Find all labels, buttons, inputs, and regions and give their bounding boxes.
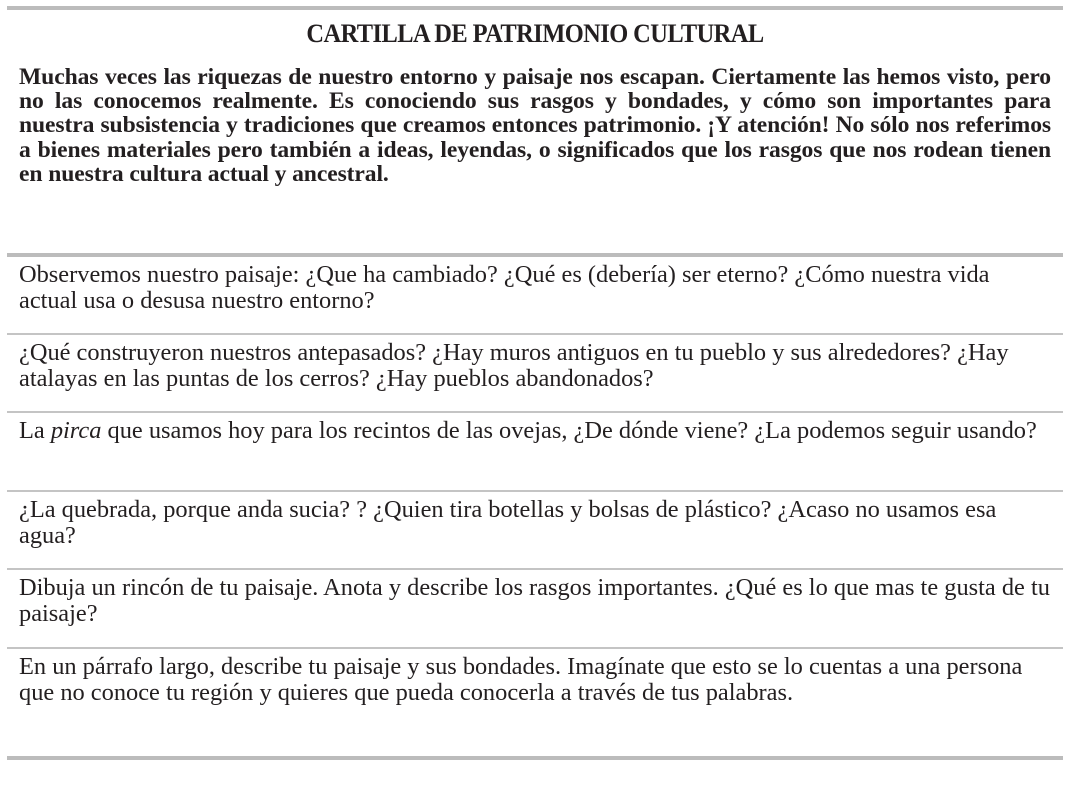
top-rule [7,6,1063,10]
question-row-4: ¿La quebrada, porque anda sucia? ? ¿Quien tira botellas y bolsas de plástico? ¿Acaso no usamos esa agua? [19,496,997,549]
row-3-suffix: que usamos hoy para los recintos de las ovejas, ¿De dónde viene? ¿La podemos seguir usando? [101,417,1037,444]
document-title: CARTILLA DE PATRIMONIO CULTURAL [306,19,764,48]
heritage-worksheet-table [7,6,1063,760]
question-row-2: ¿Qué construyeron nuestros antepasados? ¿Hay muros antiguos en tu pueblo y sus alrededores? ¿Hay atalayas en las puntas de los cerros? ¿Hay pueblos abandonados? [19,339,1009,392]
question-row-1: Observemos nuestro paisaje: ¿Que ha cambiado? ¿Qué es (debería) ser eterno? ¿Cómo nuestra vida actual usa o desusa nuestro entorno? [19,261,990,314]
bottom-rule [7,756,1063,760]
question-row-5: Dibuja un rincón de tu paisaje. Anota y describe los rasgos importantes. ¿Qué es lo que mas te gusta de tu paisaje? [19,574,1050,627]
row-3-prefix: La [19,417,51,444]
question-row-6: En un párrafo largo, describe tu paisaje y sus bondades. Imagínate que esto se lo cuentas a una persona que no conoce tu región y quieres que pueda conocerla a través de tus palabras. [19,653,1023,706]
intro-paragraph: Muchas veces las riquezas de nuestro entorno y paisaje nos escapan. Ciertamente las hemos visto, pero no las conocemos realmente. Es conociendo sus rasgos y bondades, y cómo son importantes para nuestra subsistencia y tradiciones que creamos entonces patrimonio. ¡Y atención! No sólo nos referimos a bienes materiales pero también a ideas, leyendas, o significados que los rasgos que nos rodean tienen en nuestra cultura actual y ancestral. [19,64,1051,187]
row-3-italic-term: pirca [50,417,102,444]
question-row-3 [7,413,1063,490]
